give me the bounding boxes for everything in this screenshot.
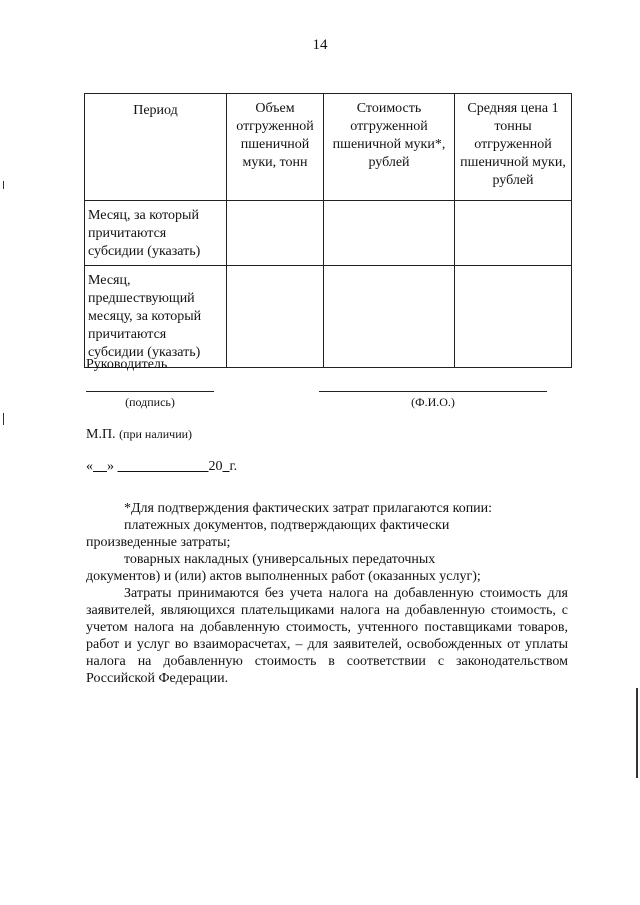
- year-suffix: г.: [229, 459, 238, 474]
- table-cell: [227, 201, 324, 266]
- page-number: 14: [312, 37, 328, 53]
- signature-line: [86, 391, 214, 392]
- stamp-note: (при наличии): [119, 427, 193, 441]
- row-label-previous-month: Месяц, предшествующий месяцу, за который причитаются субсидии (указать): [85, 266, 227, 368]
- month-blank: [118, 459, 209, 474]
- signature-caption: (подпись): [125, 395, 175, 409]
- data-table: [84, 93, 572, 368]
- footnote-intro: *Для подтверждения фактических затрат прилагаются копии:: [124, 501, 493, 516]
- signature-title: Руководитель: [86, 357, 168, 372]
- name-line: [319, 391, 547, 392]
- footnote-item1-line2: произведенные затраты;: [86, 535, 231, 550]
- header-cost: Стоимость отгруженной пшеничной муки*, рублей: [324, 94, 455, 201]
- header-period: Период: [85, 94, 227, 201]
- year-blank: [223, 459, 230, 474]
- header-average-price: Средняя цена 1 тонны отгруженной пшеничной муки, рублей: [455, 94, 572, 201]
- date-open-quote: «: [86, 459, 93, 474]
- table-header-row: [85, 94, 572, 201]
- table-row: [85, 201, 572, 266]
- scan-artifact: [3, 413, 4, 425]
- year-prefix: 20: [208, 459, 223, 474]
- header-volume: Объем отгруженной пшеничной муки, тонн: [227, 94, 324, 201]
- name-caption: (Ф.И.О.): [411, 395, 455, 409]
- scan-artifact: [636, 688, 638, 778]
- table-cell: [324, 266, 455, 368]
- row-label-current-month: Месяц, за который причитаются субсидии (указать): [85, 201, 227, 266]
- footnote-item2-line2: документов) и (или) актов выполненных работ (оказанных услуг);: [86, 569, 481, 584]
- date-line: [86, 459, 237, 475]
- footnote-item1-line1: платежных документов, подтверждающих фактически: [124, 518, 450, 533]
- table-cell: [324, 201, 455, 266]
- table-cell: [455, 201, 572, 266]
- scan-artifact: [3, 181, 4, 189]
- date-close-quote: »: [107, 459, 114, 474]
- stamp-label: М.П.: [86, 427, 116, 442]
- footnote-item2-line1: товарных накладных (универсальных передаточных: [124, 552, 436, 567]
- table-cell: [455, 266, 572, 368]
- day-blank: [93, 459, 107, 474]
- footnote: [86, 500, 568, 687]
- table-cell: [227, 266, 324, 368]
- stamp-label-block: [86, 427, 192, 443]
- table-row: [85, 266, 572, 368]
- footnote-vat-note: Затраты принимаются без учета налога на добавленную стоимость для заявителей, являющихся плательщиками налога на добавленную стоимость, с учетом налога на добавленную стоимость, учтенного поставщиками товаров, работ и услуг во взаиморасчетах, – для заявителей, освобожденных от уплаты налога на добавленную стоимость в соответствии с законодательством Российской Федерации.: [86, 586, 568, 686]
